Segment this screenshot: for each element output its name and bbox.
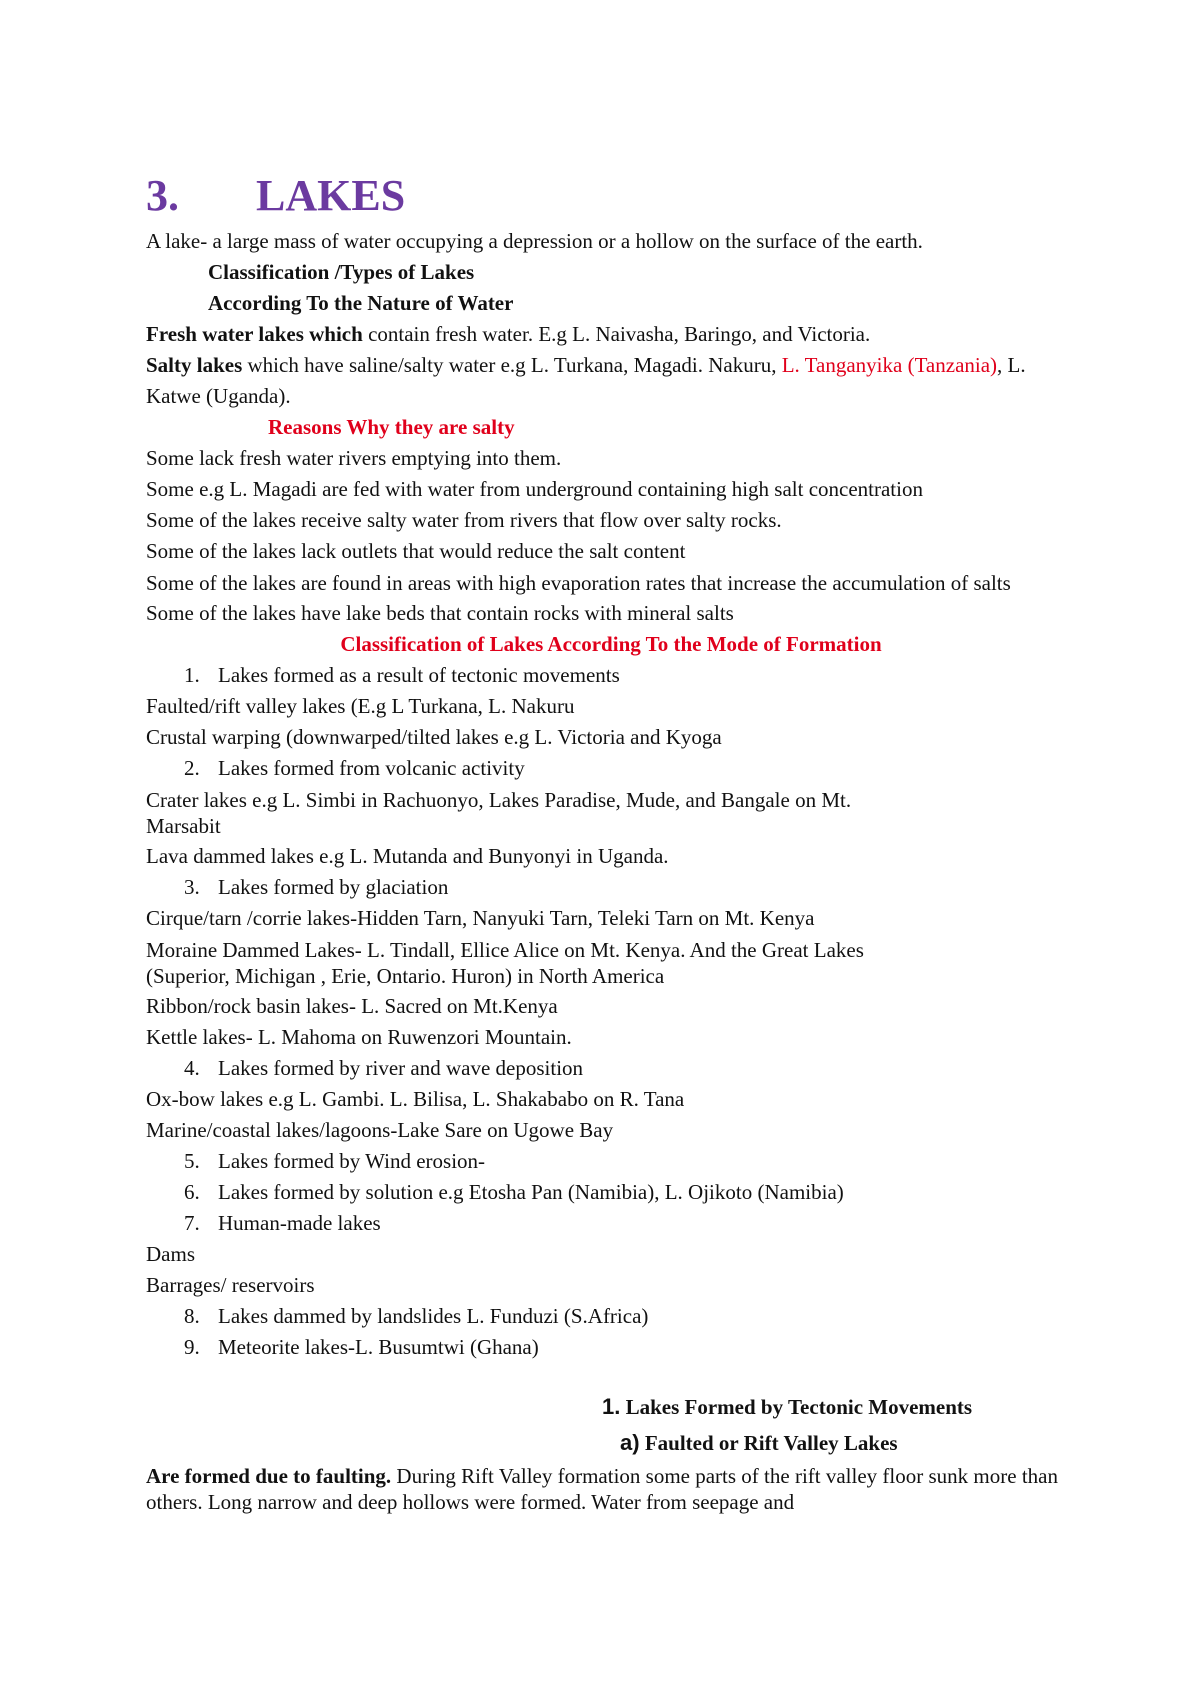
- list-number: 1.: [184, 663, 200, 687]
- list-item: [146, 1301, 1076, 1332]
- reason-item: Some of the lakes receive salty water from rivers that flow over salty rocks.: [146, 508, 782, 532]
- section-mark: 1.: [602, 1394, 621, 1419]
- list-item: [146, 1053, 1076, 1084]
- reason-item: Some of the lakes are found in areas with high evaporation rates that increase the accumulation of salts: [146, 571, 1011, 595]
- title-text: LAKES: [256, 171, 406, 220]
- list-text: Meteorite lakes-L. Busumtwi (Ghana): [218, 1335, 539, 1359]
- spacer: [146, 1363, 1076, 1389]
- lake-definition: A lake- a large mass of water occupying a depression or a hollow on the surface of the earth.: [146, 229, 923, 253]
- salty-rest: which have saline/salty water e.g L. Turkana, Magadi. Nakuru,: [242, 353, 782, 377]
- heading-nature: According To the Nature of Water: [208, 291, 514, 315]
- list-item: [146, 1208, 1076, 1239]
- list-detail: Marine/coastal lakes/lagoons-Lake Sare on Ugowe Bay: [146, 1118, 614, 1142]
- fresh-bold: Fresh water lakes which: [146, 322, 363, 346]
- list-text: Lakes formed by river and wave deposition: [218, 1056, 584, 1080]
- reason-item: Some e.g L. Magadi are fed with water from underground containing high salt concentration: [146, 477, 923, 501]
- list-number: 2.: [184, 756, 200, 780]
- subsection-heading-text: Faulted or Rift Valley Lakes: [639, 1431, 898, 1455]
- list-number: 8.: [184, 1304, 200, 1328]
- list-detail: Crater lakes e.g L. Simbi in Rachuonyo, Lakes Paradise, Mude, and Bangale on Mt. Marsabit: [146, 788, 852, 838]
- list-text: Lakes formed by glaciation: [218, 875, 449, 899]
- list-number: 4.: [184, 1056, 200, 1080]
- salty-red: L. Tanganyika (Tanzania): [781, 353, 998, 377]
- list-number: 5.: [184, 1149, 200, 1173]
- list-detail: Kettle lakes- L. Mahoma on Ruwenzori Mountain.: [146, 1025, 572, 1049]
- mode-heading: Classification of Lakes According To the Mode of Formation: [340, 632, 882, 656]
- salty-bold: Salty lakes: [146, 353, 243, 377]
- list-text: Lakes formed as a result of tectonic movements: [218, 663, 620, 687]
- list-detail: Ribbon/rock basin lakes- L. Sacred on Mt.Kenya: [146, 994, 558, 1018]
- list-detail: Dams: [146, 1242, 195, 1266]
- subsection-mark: a): [620, 1430, 640, 1455]
- reason-item: Some of the lakes lack outlets that would reduce the salt content: [146, 539, 686, 563]
- reason-item: Some of the lakes have lake beds that contain rocks with mineral salts: [146, 601, 734, 625]
- salty-lakes: [146, 350, 1076, 412]
- list-text: Lakes formed from volcanic activity: [218, 756, 525, 780]
- list-detail: Moraine Dammed Lakes- L. Tindall, Ellice Alice on Mt. Kenya. And the Great Lakes (Superior, Michigan , Erie, Ontario. Huron) in North America: [146, 938, 864, 988]
- reasons-heading: Reasons Why they are salty: [268, 415, 515, 439]
- section-heading-text: Lakes Formed by Tectonic Movements: [620, 1395, 973, 1419]
- page-title: [146, 168, 1076, 226]
- heading-types: Classification /Types of Lakes: [208, 260, 475, 284]
- subsection-heading: [146, 1425, 1076, 1461]
- list-item: [146, 660, 1076, 691]
- section-paragraph: [146, 1461, 1076, 1515]
- list-detail: Barrages/ reservoirs: [146, 1273, 315, 1297]
- list-text: Human-made lakes: [218, 1211, 381, 1235]
- list-number: 3.: [184, 875, 200, 899]
- list-item: [146, 753, 1076, 784]
- fresh-water-lakes: [146, 319, 1076, 350]
- title-number: 3.: [146, 171, 179, 220]
- list-detail: Crustal warping (downwarped/tilted lakes e.g L. Victoria and Kyoga: [146, 725, 722, 749]
- list-item: [146, 872, 1076, 903]
- list-number: 7.: [184, 1211, 200, 1235]
- list-item: [146, 1146, 1076, 1177]
- fresh-rest: contain fresh water. E.g L. Naivasha, Baringo, and Victoria.: [362, 322, 871, 346]
- list-item: [146, 1332, 1076, 1363]
- paragraph-text: During Rift Valley formation some parts of the rift valley floor sunk more than others. Long narrow and deep hollows were formed. Water from seepage and: [146, 1464, 1058, 1514]
- list-item: [146, 1177, 1076, 1208]
- section-heading: [146, 1389, 1076, 1425]
- reason-item: Some lack fresh water rivers emptying into them.: [146, 446, 562, 470]
- document-content: [146, 168, 1076, 1515]
- list-text: Lakes formed by Wind erosion-: [218, 1149, 486, 1173]
- list-text: Lakes dammed by landslides L. Funduzi (S.Africa): [218, 1304, 649, 1328]
- list-detail: Ox-bow lakes e.g L. Gambi. L. Bilisa, L. Shakababo on R. Tana: [146, 1087, 685, 1111]
- list-detail: Cirque/tarn /corrie lakes-Hidden Tarn, Nanyuki Tarn, Teleki Tarn on Mt. Kenya: [146, 906, 815, 930]
- list-detail: Lava dammed lakes e.g L. Mutanda and Bunyonyi in Uganda.: [146, 844, 669, 868]
- list-detail: Faulted/rift valley lakes (E.g L Turkana, L. Nakuru: [146, 694, 575, 718]
- salty-end: , L. Katwe (Uganda).: [146, 353, 1026, 408]
- list-text: Lakes formed by solution e.g Etosha Pan (Namibia), L. Ojikoto (Namibia): [218, 1180, 844, 1204]
- paragraph-bold: Are formed due to faulting.: [146, 1464, 392, 1488]
- list-number: 6.: [184, 1180, 200, 1204]
- list-number: 9.: [184, 1335, 200, 1359]
